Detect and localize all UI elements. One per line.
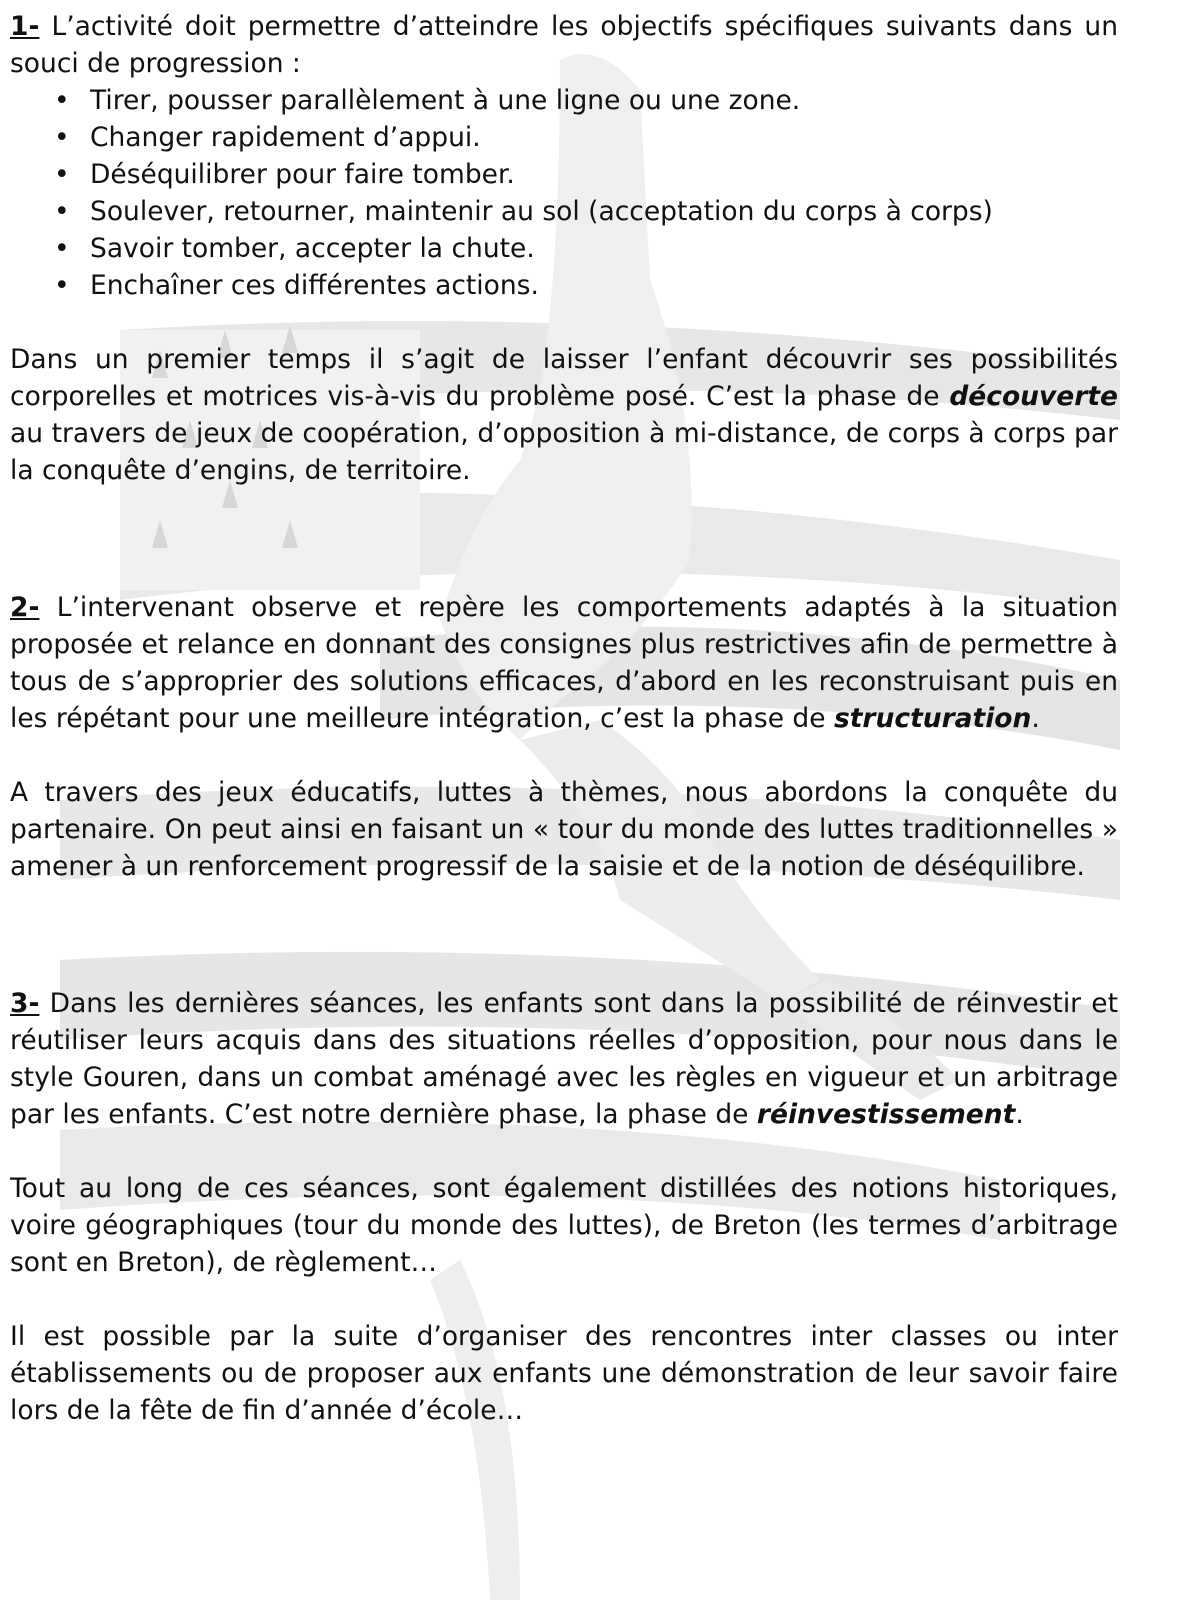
list-item: • Enchaîner ces différentes actions. [10, 267, 1118, 304]
section-1 [10, 8, 1118, 489]
document-page [10, 8, 1118, 1429]
paragraph-text: Dans les dernières séances, les enfants sont dans la possibilité de réinvestir et réutiliser leurs acquis dans des situations réelles d’opposition, pour nous dans le style Gouren, dans un combat aménagé avec les règles en vigueur et un arbitrage par les enfants. C’est notre dernière phase, la phase de [10, 988, 1118, 1130]
section-3-paragraph [10, 985, 1118, 1133]
section-3-paragraph-2: Tout au long de ces séances, sont également distillées des notions historiques, voire géographiques (tour du monde des luttes), de Breton (les termes d’arbitrage sont en Breton), de règlement… [10, 1173, 1118, 1278]
paragraph-text: au travers de jeux de coopération, d’opposition à mi-distance, de corps à corps par la conquête d’engins, de territoire. [10, 418, 1118, 486]
section-1-intro [10, 8, 1118, 82]
section-3-number: 3- [10, 988, 40, 1019]
list-item: • Déséquilibrer pour faire tomber. [10, 156, 1118, 193]
list-item: • Soulever, retourner, maintenir au sol (acceptation du corps à corps) [10, 193, 1118, 230]
list-item: • Tirer, pousser parallèlement à une ligne ou une zone. [10, 82, 1118, 119]
keyword-reinvestissement: réinvestissement [756, 1099, 1016, 1130]
list-item: • Changer rapidement d’appui. [10, 119, 1118, 156]
section-2-number: 2- [10, 592, 40, 623]
objectives-list [10, 82, 1118, 304]
section-1-intro-text: L’activité doit permettre d’atteindre les objectifs spécifiques suivants dans un souci de progression : [10, 11, 1118, 79]
paragraph-text: Dans un premier temps il s’agit de laisser l’enfant découvrir ses possibilités corporelles et motrices vis-à-vis du problème posé. C’est la phase de [10, 344, 1118, 412]
section-2-paragraph-2: A travers des jeux éducatifs, luttes à thèmes, nous abordons la conquête du partenaire. On peut ainsi en faisant un « tour du monde des luttes traditionnelles » amener à un renforcement progressif de la saisie et de la notion de déséquilibre. [10, 777, 1118, 882]
keyword-structuration: structuration [833, 703, 1032, 734]
section-1-paragraph [10, 341, 1118, 489]
section-2 [10, 589, 1118, 885]
section-1-number: 1- [10, 11, 40, 42]
section-2-paragraph [10, 589, 1118, 737]
list-item: • Savoir tomber, accepter la chute. [10, 230, 1118, 267]
paragraph-text: L’intervenant observe et repère les comportements adaptés à la situation proposée et relance en donnant des consignes plus restrictives afin de permettre à tous de s’approprier des solutions efficaces, d’abord en les reconstruisant puis en les répétant pour une meilleure intégration, c’est la phase de [10, 592, 1118, 734]
keyword-decouverte: découverte [949, 381, 1118, 412]
paragraph-text: . [1031, 703, 1040, 734]
paragraph-text: . [1015, 1099, 1024, 1130]
section-3 [10, 985, 1118, 1429]
section-3-paragraph-3: Il est possible par la suite d’organiser des rencontres inter classes ou inter établissements ou de proposer aux enfants une démonstration de leur savoir faire lors de la fête de fin d’année d’école… [10, 1321, 1118, 1426]
